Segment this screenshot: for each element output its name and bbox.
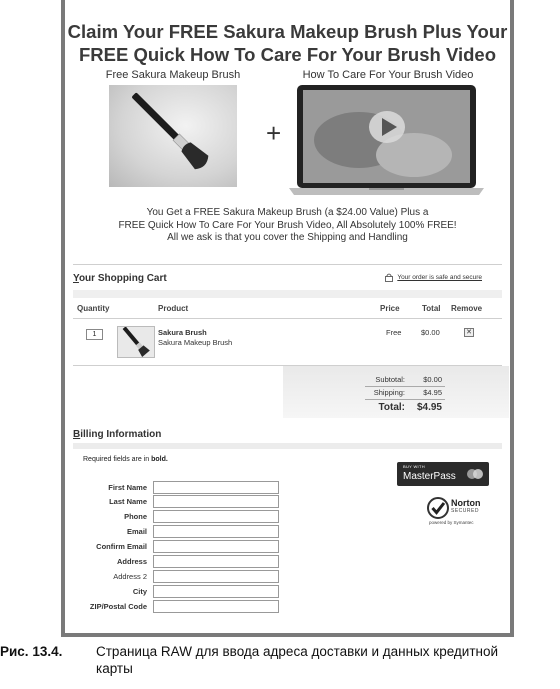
norton-name: Norton xyxy=(451,498,481,508)
total-value: $4.95 xyxy=(416,402,442,413)
masterpass-label: MasterPass xyxy=(403,471,456,482)
col-price: Price xyxy=(380,304,400,313)
col-remove: Remove xyxy=(451,304,483,313)
billing-title xyxy=(73,429,161,440)
product-description: Sakura Makeup Brush xyxy=(158,338,233,347)
phone-field[interactable] xyxy=(153,510,279,523)
product-thumbnail xyxy=(117,326,155,358)
brush-photo xyxy=(109,85,237,187)
required-note-text: Required fields are in xyxy=(83,456,150,463)
masterpass-button[interactable] xyxy=(397,462,489,486)
billing-header-bar xyxy=(73,443,502,449)
col-total: Total xyxy=(422,304,441,313)
masterpass-logo-icon xyxy=(473,469,483,479)
cart-header-bar xyxy=(73,290,502,298)
remove-item-button[interactable]: ✕ xyxy=(464,328,474,337)
first-name-field[interactable] xyxy=(153,481,279,494)
address-2-field[interactable] xyxy=(153,570,279,583)
col-quantity: Quantity xyxy=(77,304,110,313)
last-name-field[interactable] xyxy=(153,495,279,508)
city-field[interactable] xyxy=(153,585,279,598)
cart-title-initial: Y xyxy=(73,273,79,284)
norton-secured-text: SECURED xyxy=(451,508,479,514)
zip-label: ZIP/Postal Code xyxy=(89,602,147,611)
shipping-label: Shipping: xyxy=(373,388,405,397)
norton-secured-badge xyxy=(427,494,489,526)
divider xyxy=(365,399,445,400)
figure-number: Рис. 13.4. xyxy=(0,644,63,659)
subtotal-value: $0.00 xyxy=(423,375,442,384)
divider xyxy=(73,318,502,319)
masterpass-small-text: BUY WITH xyxy=(403,464,425,469)
product-price: Free xyxy=(386,328,402,337)
confirm-email-field[interactable] xyxy=(153,540,279,553)
city-label: City xyxy=(132,587,147,596)
landing-page-frame xyxy=(61,0,514,637)
required-note-bold: bold. xyxy=(151,456,168,463)
figure-caption-text: Страница RAW для ввода адреса доставки и данных кредитной карты xyxy=(96,644,499,676)
plus-sign: + xyxy=(266,118,282,148)
subtotal-label: Subtotal: xyxy=(375,375,405,384)
headline-line-2: FREE Quick How To Care For Your Brush Video xyxy=(79,44,496,65)
email-label: Email xyxy=(126,527,147,536)
zip-field[interactable] xyxy=(153,600,279,613)
headline-line-1: Claim Your FREE Sakura Makeup Brush Plus Your xyxy=(67,21,508,42)
video-laptop[interactable] xyxy=(289,85,484,197)
col-product: Product xyxy=(158,304,189,313)
billing-title-initial: B xyxy=(73,429,81,440)
last-name-label: Last Name xyxy=(109,497,147,506)
required-note xyxy=(83,456,168,463)
cart-title-rest: our Shopping Cart xyxy=(78,273,167,284)
shipping-value: $4.95 xyxy=(423,388,442,397)
page-headline xyxy=(65,20,510,66)
email-field[interactable] xyxy=(153,525,279,538)
confirm-email-label: Confirm Email xyxy=(96,542,147,551)
norton-check-icon xyxy=(427,497,449,519)
offer-text xyxy=(65,207,510,245)
address-field[interactable] xyxy=(153,555,279,568)
phone-label: Phone xyxy=(124,512,147,521)
address-label: Address xyxy=(116,557,147,566)
brush-caption: Free Sakura Makeup Brush xyxy=(105,69,241,81)
divider xyxy=(73,264,502,265)
norton-powered-by: powered by Symantec xyxy=(429,520,474,525)
lock-icon xyxy=(385,273,393,282)
product-total: $0.00 xyxy=(421,328,440,337)
first-name-label: First Name xyxy=(108,483,147,492)
video-caption: How To Care For Your Brush Video xyxy=(302,69,474,81)
offer-line-2: FREE Quick How To Care For Your Brush Video, All Absolutely 100% FREE! xyxy=(118,219,457,231)
shopping-cart-title xyxy=(73,273,167,284)
offer-line-1: You Get a FREE Sakura Makeup Brush (a $24.00 Value) Plus a xyxy=(146,207,429,218)
total-label: Total: xyxy=(378,402,405,413)
product-name: Sakura Brush xyxy=(158,328,207,337)
quantity-input[interactable]: 1 xyxy=(86,329,103,340)
billing-title-rest: illing Information xyxy=(80,429,162,440)
divider xyxy=(365,386,445,387)
secure-order-note[interactable] xyxy=(385,273,482,282)
secure-note-text: Your order is safe and secure xyxy=(397,274,482,281)
address-2-label: Address 2 xyxy=(113,572,147,581)
offer-line-3: All we ask is that you cover the Shipping and Handling xyxy=(167,232,408,243)
